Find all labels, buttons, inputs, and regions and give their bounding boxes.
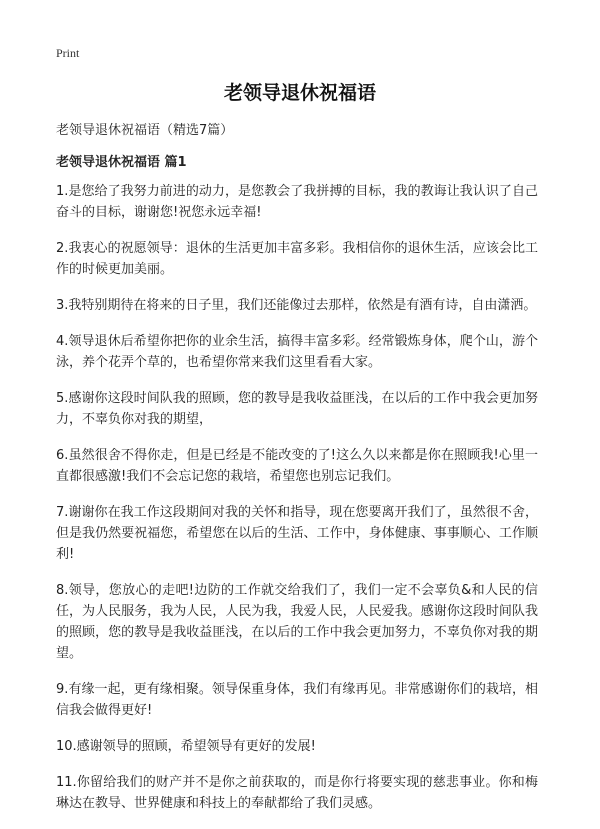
- paragraph-2: 2.我衷心的祝愿领导：退休的生活更加丰富多彩。我相信你的退休生活，应该会比工作的时候更加美丽。: [56, 241, 538, 277]
- paragraph-8: 8.领导，您放心的走吧!边防的工作就交给我们了，我们一定不会辜负&和人民的信任，为人民服务，我为人民，人民为我，我爱人民，人民爱我。感谢你这段时间队我的照顾，您的教导是我收益匪浅，在以后的工作中我会更加努力，不辜负你对我的期望。: [56, 583, 538, 661]
- paragraph-6: 6.虽然很舍不得你走，但是已经是不能改变的了!这么久以来都是你在照顾我!心里一直都很感激!我们不会忘记您的栽培，希望您也别忘记我们。: [56, 448, 538, 484]
- paragraph-3: 3.我特别期待在将来的日子里，我们还能像过去那样，依然是有酒有诗，自由潇洒。: [56, 298, 537, 313]
- section-heading: 老领导退休祝福语 篇1: [56, 155, 187, 170]
- paragraph-5: 5.感谢你这段时间队我的照顾，您的教导是我收益匪浅，在以后的工作中我会更加努力，不辜负你对我的期望，: [56, 391, 538, 427]
- paragraph-list: [56, 181, 538, 829]
- page-title: 老领导退休祝福语: [223, 82, 376, 104]
- document-subtitle: 老领导退休祝福语（精选7篇）: [56, 123, 234, 138]
- print-label: Print: [56, 46, 80, 60]
- paragraph-10: 10.感谢领导的照顾，希望领导有更好的发展!: [56, 739, 316, 754]
- paragraph-1: 1.是您给了我努力前进的动力，是您教会了我拼搏的目标，我的教诲让我认识了自己奋斗的目标，谢谢您!祝您永远幸福!: [56, 184, 538, 220]
- paragraph-7: 7.谢谢你在我工作这段期间对我的关怀和指导，现在您要离开我们了，虽然很不舍，但是我仍然要祝福您，希望您在以后的生活、工作中，身体健康、事事顺心、工作顺利!: [56, 505, 538, 562]
- paragraph-9: 9.有缘一起，更有缘相聚。领导保重身体，我们有缘再见。非常感谢你们的栽培，相信我会做得更好!: [56, 682, 538, 718]
- paragraph-11: 11.你留给我们的财产并不是你之前获取的，而是你行将要实现的慈悲事业。你和梅琳达在教导、世界健康和科技上的奉献都给了我们灵感。: [56, 775, 538, 811]
- paragraph-4: 4.领导退休后希望你把你的业余生活，搞得丰富多彩。经常锻炼身体，爬个山，游个泳，养个花弄个草的，也希望你常来我们这里看看大家。: [56, 334, 538, 370]
